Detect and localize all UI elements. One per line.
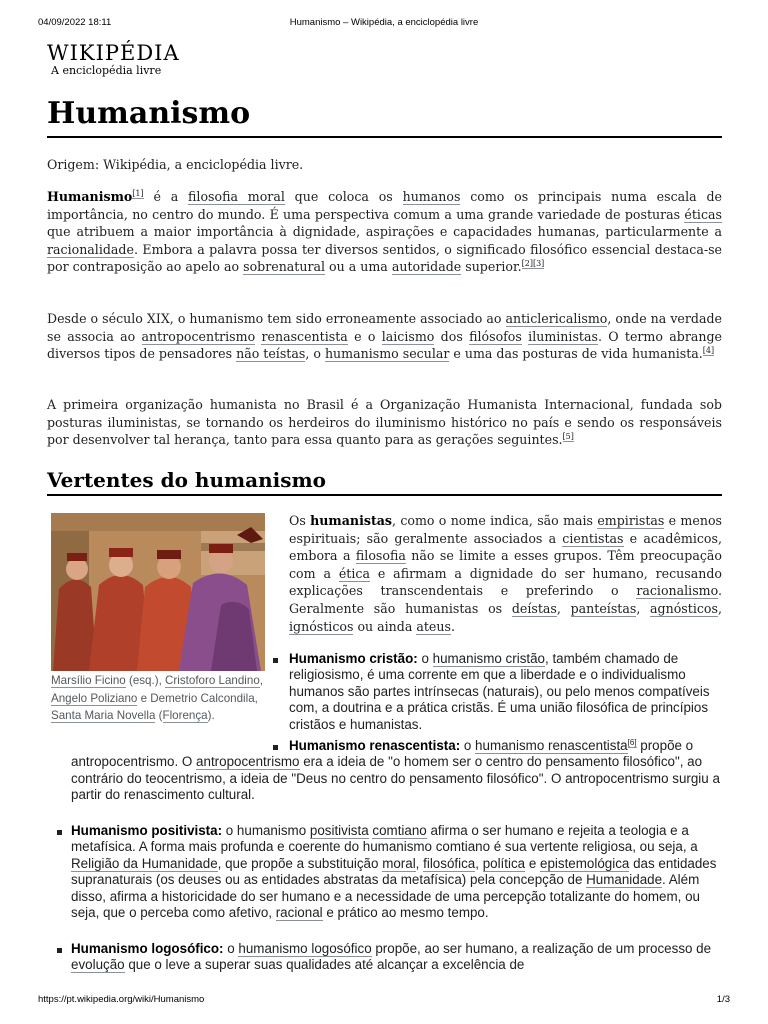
link-marsilio-ficino[interactable]: Marsílio Ficino [51, 674, 126, 687]
text: ou ainda [353, 618, 417, 634]
text: , [475, 855, 483, 871]
link-humanismo-renascentista[interactable]: humanismo renascentista [475, 738, 628, 753]
print-page-count: 1/3 [716, 994, 730, 1005]
text: , que propõe a substituição [217, 855, 383, 871]
print-datetime: 04/09/2022 18:11 [38, 17, 112, 28]
link-etica[interactable]: ética [338, 565, 370, 581]
title-divider [47, 136, 722, 138]
wikipedia-logo[interactable] [47, 42, 180, 78]
link-santa-maria-novella[interactable]: Santa Maria Novella [51, 709, 156, 722]
link-sobrenatural[interactable]: sobrenatural [243, 259, 326, 275]
link-filosofia[interactable]: filosofia [355, 548, 406, 564]
text: , onde na verdade se associa ao [47, 311, 722, 344]
painting-image[interactable] [51, 513, 265, 671]
text: era a ideia de "o homem ser o centro do pensamento filosófico", ao contrário do teocentrismo, a ideia de "Deus no centro do pensamento filosófico". O antropocentrismo surgiu a partir do renascimento cultural. [71, 754, 720, 803]
link-nao-teistas[interactable]: não teístas [236, 346, 306, 362]
text: , [556, 600, 571, 616]
text: , [415, 855, 424, 871]
ref-2-link[interactable]: [2] [521, 259, 533, 269]
link-antropocentrismo[interactable]: antropocentrismo [141, 328, 256, 344]
text: , [259, 674, 264, 687]
text: , [636, 600, 651, 616]
text: propõe o antropocentrismo. O [71, 738, 694, 770]
link-epistemologica[interactable]: epistemológica [540, 855, 630, 871]
link-humanos[interactable]: humanos [402, 189, 461, 204]
text: Desde o século XIX, o humanismo tem sido erroneamente associado ao [47, 311, 506, 326]
print-footer [0, 994, 768, 1008]
text: das entidades supranaturais (os deuses ou as entidades abstratas da metafísica) pela concepção de [71, 855, 717, 888]
text: (esq.), [125, 674, 166, 687]
text: superior. [461, 259, 522, 275]
link-racionalismo[interactable]: racionalismo [636, 583, 718, 599]
text: o [417, 651, 433, 666]
brazil-paragraph [47, 396, 722, 449]
text: que o leve a superar suas qualidades até alcançar a excelência de [124, 957, 525, 973]
text: e prático ao mesmo tempo. [322, 905, 489, 921]
bullet-marker [273, 658, 278, 663]
text: e uma das posturas de vida humanista. [449, 346, 703, 362]
link-positivista[interactable]: positivista [309, 823, 369, 838]
text: não se limite a esses grupos. Têm preocupação com a [289, 548, 723, 581]
ref-1-link[interactable]: [1] [132, 188, 144, 198]
figure-caption [51, 672, 265, 725]
text: , também chamado de religiosismo, é uma corrente em que a liberdade e o individualismo humanos são partes intrínsecas (naturais), ou pelo menos compatíveis com, a doutrina e a prática cristãs. É uma união filosófica de princípios cristãos e humanistas. [289, 651, 710, 732]
link-angelo-poliziano[interactable]: Angelo Poliziano [51, 691, 138, 705]
link-anticlericalismo[interactable]: anticlericalismo [505, 311, 608, 326]
text: ( [155, 709, 163, 722]
text: propõe, ao ser humano, a realização de um processo de [371, 941, 712, 956]
text: ou a uma [325, 259, 392, 275]
ref-6-link[interactable]: [6] [627, 737, 637, 747]
section-title-vertentes: Vertentes do humanismo [47, 468, 327, 492]
text: o [223, 941, 239, 956]
bullet-heading: Humanismo logosófico: [71, 941, 224, 956]
text: o [460, 738, 476, 753]
history-paragraph [47, 310, 722, 363]
link-filosofos[interactable]: filósofos [469, 328, 522, 344]
text: e [525, 855, 541, 871]
link-empiristas[interactable]: empiristas [597, 513, 665, 528]
humanists-paragraph [289, 512, 722, 635]
list-item-humanismo-positivista [71, 823, 722, 921]
link-antropocentrismo-2[interactable]: antropocentrismo [196, 754, 300, 770]
link-comtiano[interactable]: comtiano [372, 823, 427, 838]
list-item-humanismo-renascentista [71, 738, 722, 804]
text: . Geralmente são humanistas os [289, 583, 722, 616]
link-humanismo-logosofico[interactable]: humanismo logosófico [238, 941, 372, 956]
bold-humanistas: humanistas [310, 513, 393, 528]
link-humanidade[interactable]: Humanidade [586, 872, 663, 888]
link-laicismo[interactable]: laicismo [381, 328, 435, 344]
link-ignosticos[interactable]: ignósticos [289, 618, 354, 634]
link-autoridade[interactable]: autoridade [391, 259, 462, 275]
intro-paragraph [47, 188, 722, 276]
text: ). [207, 709, 215, 722]
bullet-heading: Humanismo positivista: [71, 823, 223, 838]
text: e acadêmicos, embora a [289, 530, 722, 564]
link-racional[interactable]: racional [275, 905, 323, 921]
text: e menos espirituais; são geralmente associados a [289, 513, 722, 546]
link-agnosticos[interactable]: agnósticos [650, 600, 718, 616]
ref-3-link[interactable]: [3] [532, 259, 545, 269]
text: o humanismo [222, 823, 310, 838]
bullet-marker [57, 948, 62, 953]
ref-4-link[interactable]: [4] [702, 346, 715, 355]
bullet-heading: Humanismo cristão: [289, 651, 418, 666]
bullet-heading: Humanismo renascentista: [289, 738, 461, 753]
text: . O termo abrange diversos tipos de pensadores [47, 328, 722, 362]
list-item-humanismo-logosofico [71, 941, 722, 974]
text: e o [347, 328, 382, 344]
link-evolucao[interactable]: evolução [71, 957, 125, 973]
text: e afirmam a dignidade do ser humano, recusando explicações transcendentais e preferindo o [289, 565, 722, 599]
link-filosofica[interactable]: filosófica [423, 855, 476, 871]
link-filosofia-moral[interactable]: filosofia moral [188, 189, 285, 204]
text: , o [305, 346, 325, 362]
text: que coloca os [284, 189, 403, 204]
link-renascentista[interactable]: renascentista [261, 328, 348, 344]
link-racionalidade[interactable]: racionalidade [47, 241, 134, 257]
logo-tagline: A enciclopédia livre [51, 64, 162, 77]
text: como os principais numa escala de importância, no centro do mundo. É uma perspectiva comum a uma grande variedade de posturas [47, 189, 722, 222]
origin-note: Origem: Wikipédia, a enciclopédia livre. [47, 157, 304, 172]
list-item-humanismo-cristao [289, 651, 722, 733]
link-cientistas[interactable]: cientistas [562, 530, 624, 546]
link-religiao-da-humanidade[interactable]: Religião da Humanidade [71, 855, 218, 871]
link-iluministas[interactable]: iluministas [528, 328, 598, 344]
link-deistas[interactable]: deístas [511, 600, 557, 616]
text: que atribuem a maior importância à dignidade, aspirações e capacidades humanas, particularmente a [47, 224, 722, 240]
link-ateus[interactable]: ateus [416, 618, 451, 634]
ref-5-link[interactable]: [5] [562, 432, 574, 441]
text: , como o nome indica, são mais [392, 513, 598, 528]
link-politica[interactable]: política [482, 855, 526, 871]
print-url: https://pt.wikipedia.org/wiki/Humanismo [38, 994, 205, 1005]
article-figure [51, 513, 265, 725]
link-panteistas[interactable]: panteístas [570, 600, 637, 616]
link-cristoforo-landino[interactable]: Cristoforo Landino [165, 674, 260, 687]
link-humanismo-secular[interactable]: humanismo secular [324, 346, 450, 362]
logo-wordmark: WIKIPÉDIA [47, 41, 180, 65]
text: Os [289, 513, 311, 528]
text: . Além disso, afirma a historicidade do ser humano e a necessidade de uma percepção totalizante do homem, ou seja, que o perceba como afetivo, [71, 872, 700, 921]
text: e Demetrio Calcondila, [137, 691, 258, 705]
text: . Embora a palavra possa ter diversos sentidos, o significado filosófico essencial destaca-se por contraposição ao apelo ao [47, 241, 722, 275]
link-humanismo-cristao[interactable]: humanismo cristão [432, 651, 546, 666]
text: . [450, 618, 455, 634]
text: A primeira organização humanista no Brasil é a Organização Humanista Internacional, fundada sob posturas iluministas, se tornando os herdeiros do iluminismo histórico no país e sendo os responsáveis por desenvolver tal herança, tanto para essa quanto para as gerações seguintes. [47, 397, 722, 448]
print-tab-title: Humanismo – Wikipédia, a enciclopédia livre [289, 17, 479, 28]
text: , [717, 600, 722, 616]
bullet-marker [57, 830, 62, 835]
text: dos [434, 328, 470, 344]
lead-term: Humanismo [47, 189, 133, 204]
page-title: Humanismo [47, 96, 251, 131]
text: é a [143, 189, 189, 204]
text: afirma o ser humano e rejeita a teologia e a metafísica. A forma mais profunda e coerente do humanismo comtiano é sua vertente religiosa, ou seja, a [71, 823, 698, 855]
link-moral[interactable]: moral [382, 855, 416, 871]
section-divider [47, 494, 722, 496]
link-florenca[interactable]: Florença [162, 709, 208, 722]
link-eticas[interactable]: éticas [684, 206, 722, 222]
print-header [0, 17, 768, 31]
